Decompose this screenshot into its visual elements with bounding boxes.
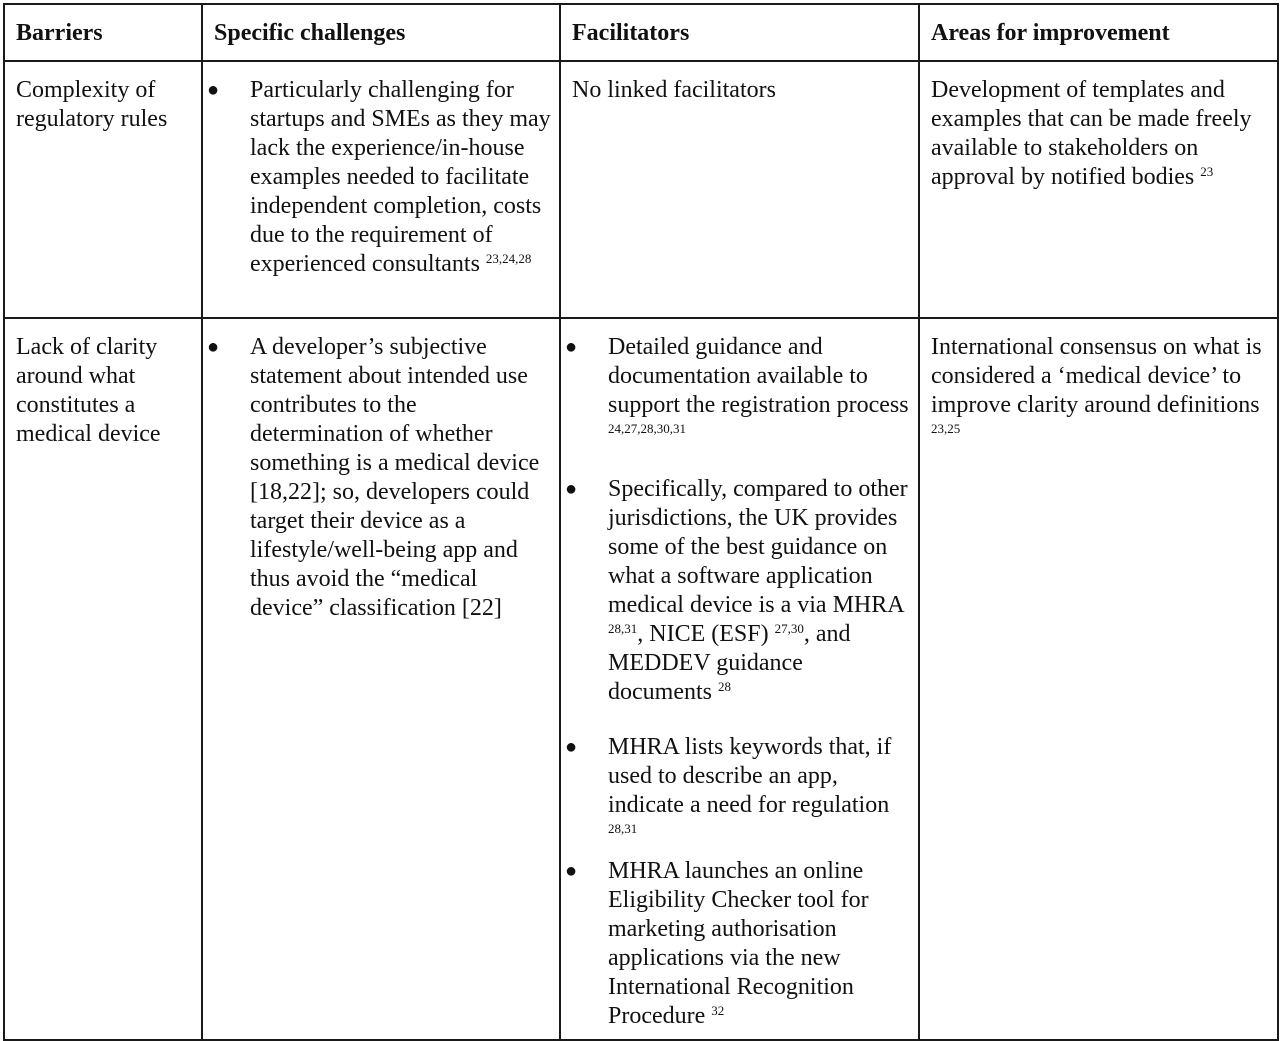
list-item — [561, 857, 910, 1031]
barrier-text: Complexity of regulatory rules — [16, 77, 168, 132]
facilitators-cell — [560, 61, 919, 318]
list-item — [561, 475, 910, 707]
barriers-table — [3, 3, 1279, 1041]
improvement-cell — [919, 318, 1278, 1040]
challenges-cell — [202, 318, 560, 1040]
improvement-text — [920, 319, 1277, 457]
item-text: Specifically, compared to other jurisdictions, the UK provides some of the best guidance on what a software application medical device is a via MHRA — [608, 476, 908, 618]
bullet-icon: ● — [565, 860, 578, 882]
reference-marker: 32 — [711, 1003, 725, 1018]
reference-marker: 23,25 — [931, 421, 961, 436]
header-label: Specific challenges — [214, 20, 406, 46]
header-cell-improvement — [919, 4, 1278, 61]
bullet-icon: ● — [565, 736, 578, 758]
reference-marker: 28 — [717, 679, 731, 694]
facilitators-list — [561, 319, 918, 1039]
improvement-cell — [919, 61, 1278, 318]
item-text: , NICE (ESF) — [637, 621, 769, 647]
item-text: Development of templates and examples that can be made freely available to stakeholders on approval by notified bodies — [931, 77, 1252, 190]
item-text: A developer’s subjective statement about intended use contributes to the determination of whether something is a medical device [18,22]; so, developers could target their device as a lifestyle/well-being app and thus avoid the “medical device” classification [22] — [250, 334, 540, 621]
header-label: Barriers — [16, 20, 103, 46]
list-item — [203, 76, 551, 279]
item-text: MHRA lists keywords that, if used to describe an app, indicate a need for regulation — [608, 734, 892, 818]
bullet-icon: ● — [565, 336, 578, 358]
table-row — [4, 318, 1278, 1040]
header-cell-challenges — [202, 4, 560, 61]
barrier-text: Lack of clarity around what constitutes a medical device — [16, 334, 161, 447]
reference-marker: 27,30 — [774, 621, 804, 636]
bullet-icon: ● — [565, 478, 578, 500]
reference-marker: 28,31 — [608, 621, 638, 636]
improvement-text — [920, 62, 1277, 200]
list-item — [561, 733, 910, 849]
header-cell-facilitators — [560, 4, 919, 61]
list-item — [561, 333, 910, 449]
challenges-list — [203, 319, 559, 631]
item-text: , and MEDDEV guidance documents — [608, 621, 851, 705]
item-text: Detailed guidance and documentation available to support the registration process — [608, 334, 909, 418]
barrier-cell — [4, 61, 202, 318]
reference-marker: 23,24,28 — [485, 251, 532, 266]
header-cell-barriers — [4, 4, 202, 61]
facilitators-text: No linked facilitators — [572, 77, 776, 103]
item-text: Particularly challenging for startups and SMEs as they may lack the experience/in-house examples needed to facilitate independent completion, costs due to the requirement of experienced consultants — [250, 77, 551, 277]
bullet-icon: ● — [207, 336, 220, 358]
item-text: MHRA launches an online Eligibility Checker tool for marketing authorisation applications via the new International Recognition Procedure — [608, 858, 869, 1029]
reference-marker: 24,27,28,30,31 — [608, 421, 686, 436]
reference-marker: 28,31 — [608, 821, 638, 836]
bullet-icon: ● — [207, 79, 220, 101]
header-label: Facilitators — [572, 20, 690, 46]
list-item — [203, 333, 551, 623]
barrier-cell — [4, 318, 202, 1040]
item-text: International consensus on what is considered a ‘medical device’ to improve clarity around definitions — [931, 334, 1262, 418]
facilitators-cell — [560, 318, 919, 1040]
table-row — [4, 61, 1278, 318]
challenges-cell — [202, 61, 560, 318]
header-label: Areas for improvement — [931, 20, 1170, 46]
challenges-list — [203, 62, 559, 287]
header-row — [4, 4, 1278, 61]
reference-marker: 23 — [1200, 164, 1214, 179]
